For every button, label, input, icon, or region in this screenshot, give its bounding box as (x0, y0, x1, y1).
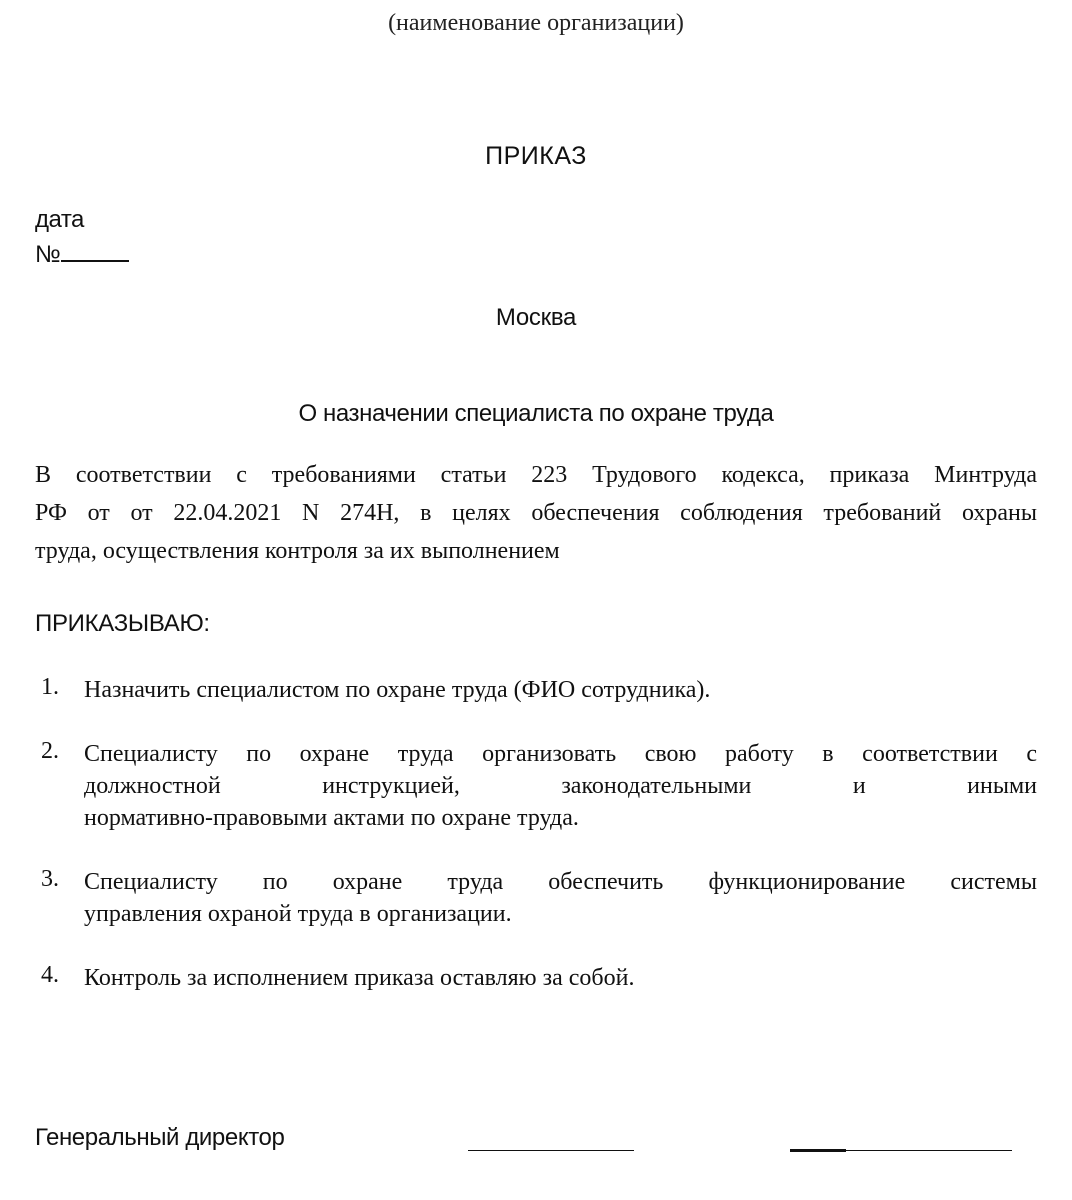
list-item-number: 2. (41, 738, 59, 764)
order-subject: О назначении специалиста по охране труда (298, 400, 774, 427)
number-sign: № (35, 241, 61, 268)
number-blank-line (61, 238, 129, 262)
intro-line: РФ от от 22.04.2021 N 274Н, в целях обеспечения соблюдения требований охраны (35, 500, 1037, 526)
intro-line: труда, осуществления контроля за их выполнением (35, 538, 560, 564)
list-item-number: 1. (41, 674, 59, 700)
list-item-line: Специалисту по охране труда организовать свою работу в соответствии с (84, 741, 1037, 767)
city: Москва (495, 304, 577, 331)
order-heading: ПРИКАЗЫВАЮ: (35, 610, 210, 637)
list-item-line: нормативно-правовыми актами по охране труда. (84, 805, 579, 831)
list-item-line: Контроль за исполнением приказа оставляю за собой. (84, 965, 635, 991)
organization-name-placeholder: (наименование организации) (388, 10, 684, 36)
order-number-field (35, 238, 129, 269)
list-item-number: 3. (41, 866, 59, 892)
signature-line (468, 1150, 634, 1151)
name-line-accent (790, 1149, 846, 1152)
document-title: ПРИКАЗ (485, 142, 587, 170)
intro-line: В соответствии с требованиями статьи 223 Трудового кодекса, приказа Минтруда (35, 462, 1037, 488)
list-item-line: должностной инструкцией, законодательными и иными (84, 773, 1037, 799)
signatory-title: Генеральный директор (35, 1124, 285, 1151)
list-item-line: Специалисту по охране труда обеспечить функционирование системы (84, 869, 1037, 895)
list-item-line: управления охраной труда в организации. (84, 901, 512, 927)
list-item-line: Назначить специалистом по охране труда (ФИО сотрудника). (84, 677, 711, 703)
intro-paragraph (35, 456, 1037, 570)
list-item-number: 4. (41, 962, 59, 988)
date-label: дата (35, 206, 84, 233)
